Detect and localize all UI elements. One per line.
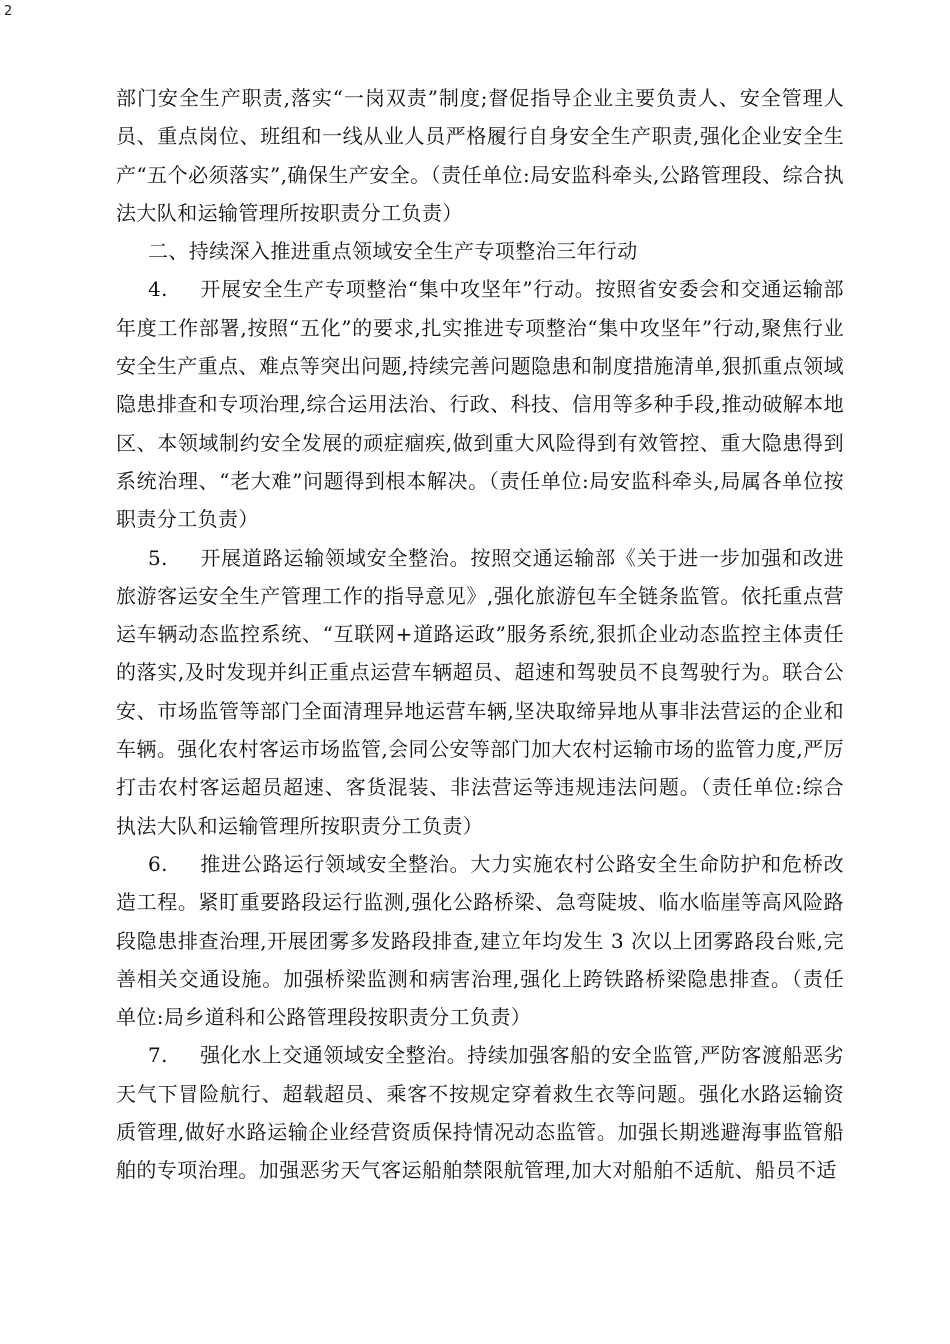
item-number: 5. — [148, 545, 168, 570]
paragraph-item-7 — [116, 1036, 844, 1189]
section-heading — [116, 232, 844, 270]
paragraph-text: 开展道路运输领域安全整治。按照交通运输部《关于进一步加强和改进旅游客运安全生产管理工作的指导意见》,强化旅游包车全链条监管。依托重点营运车辆动态监控系统、“互联网+道路运政”服务系统,狠抓企业动态监控主体责任的落实,及时发现并纠正重点运营车辆超员、超速和驾驶员不良驾驶行为。联合公安、市场监管等部门全面清理异地运营车辆,坚决取缔异地从事非法营运的企业和车辆。强化农村客运市场监管,会同公安等部门加大农村运输市场的监管力度,严厉打击农村客运超员超速、客货混装、非法营运等违规违法问题。（责任单位:综合执法大队和运输管理所按职责分工负责） — [116, 545, 844, 838]
document-body — [116, 79, 844, 1190]
page-number: 2 — [4, 4, 13, 19]
item-number: 4. — [148, 277, 168, 302]
paragraph-text: 强化水上交通领域安全整治。持续加强客船的安全监管,严防客渡船恶劣天气下冒险航行、超载超员、乘客不按规定穿着救生衣等问题。强化水路运输资质管理,做好水路运输企业经营资质保持情况动态监管。加强长期逃避海事监管船舶的专项治理。加强恶劣天气客运船舶禁限航管理,加大对船舶不适航、船员不适 — [116, 1043, 844, 1183]
paragraph-item-6 — [116, 845, 844, 1036]
item-number: 7. — [148, 1043, 168, 1068]
paragraph-text: 部门安全生产职责,落实“一岗双责”制度;督促指导企业主要负责人、安全管理人员、重点岗位、班组和一线从业人员严格履行自身安全生产职责,强化企业安全生产“五个必须落实”,确保生产安全。（责任单位:局安监科牵头,公路管理段、综合执法大队和运输管理所按职责分工负责） — [116, 86, 844, 225]
paragraph-item-4 — [116, 270, 844, 538]
paragraph-continuation — [116, 79, 844, 232]
paragraph-text: 推进公路运行领域安全整治。大力实施农村公路安全生命防护和危桥改造工程。紧盯重要路段运行监测,强化公路桥梁、急弯陡坡、临水临崖等高风险路段隐患排查治理,开展团雾多发路段排查,建立年均发生 3 次以上团雾路段台账,完善相关交通设施。加强桥梁监测和病害治理,强化上跨铁路桥梁隐患排查。（责任单位:局乡道科和公路管理段按职责分工负责） — [116, 851, 844, 1030]
section-heading-text: 二、持续深入推进重点领域安全生产专项整治三年行动 — [148, 239, 638, 264]
paragraph-text: 开展安全生产专项整治“集中攻坚年”行动。按照省安委会和交通运输部年度工作部署,按照“五化”的要求,扎实推进专项整治“集中攻坚年”行动,聚焦行业安全生产重点、难点等突出问题,持续完善问题隐患和制度措施清单,狠抓重点领域隐患排查和专项治理,综合运用法治、行政、科技、信用等多种手段,推动破解本地区、本领域制约安全发展的顽症痼疾,做到重大风险得到有效管控、重大隐患得到系统治理、“老大难”问题得到根本解决。（责任单位:局安监科牵头,局属各单位按职责分工负责） — [116, 277, 844, 532]
paragraph-item-5 — [116, 539, 844, 845]
item-number: 6. — [148, 851, 168, 876]
